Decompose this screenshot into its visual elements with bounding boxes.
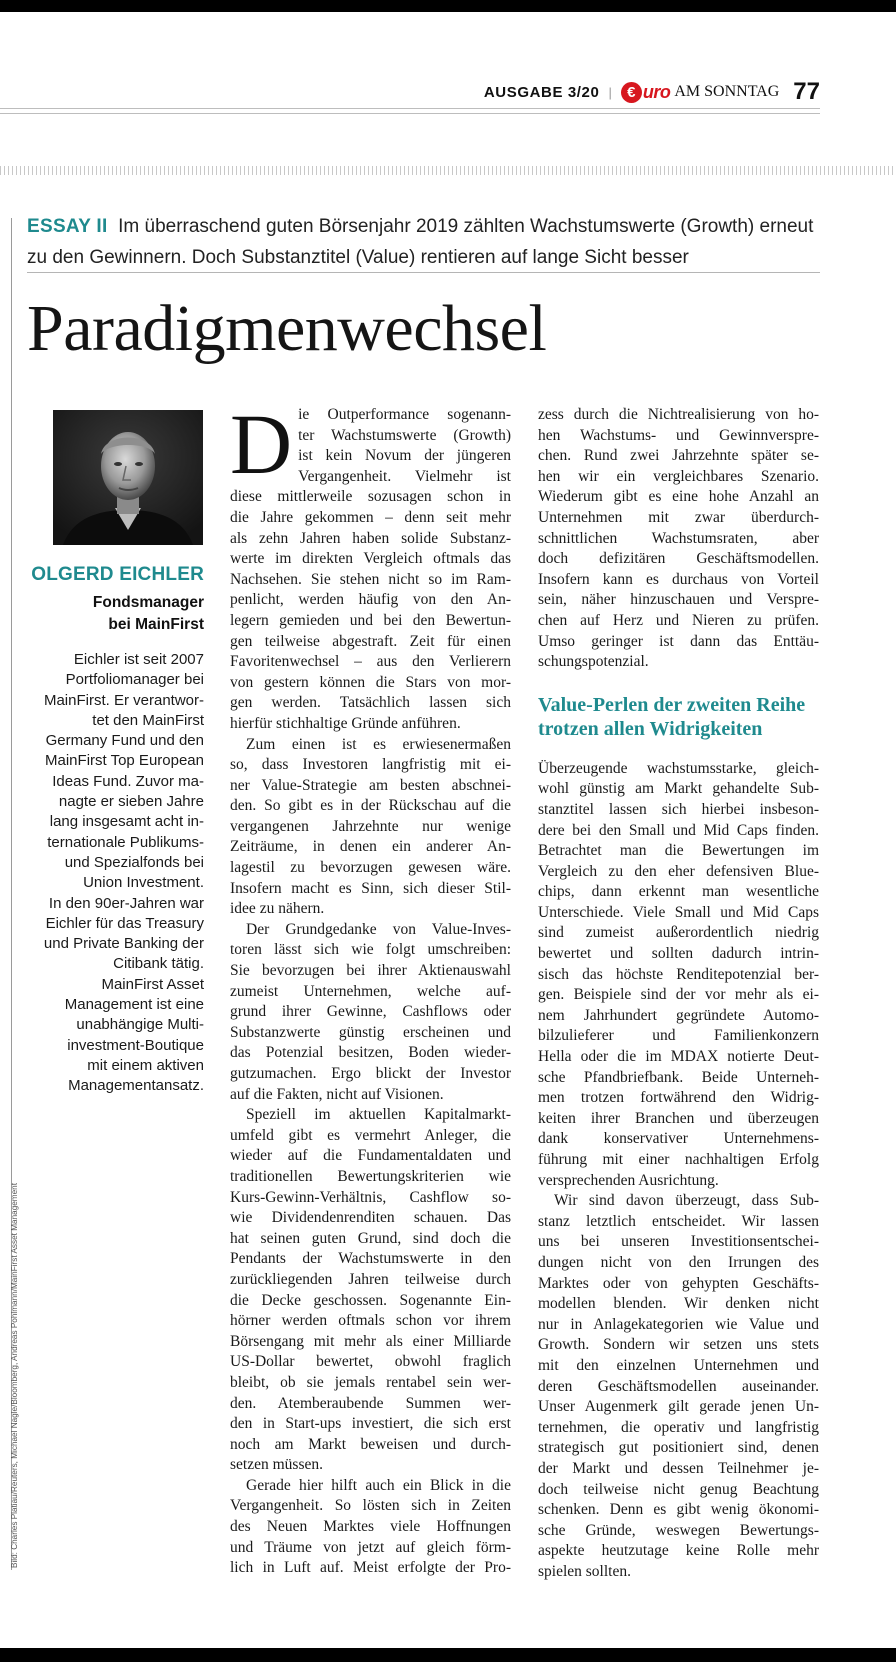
bio-line: Union Investment.: [83, 874, 204, 892]
kicker-text: Im überraschend guten Börsenjahr 2019 zählten Wachstumswerte (Growth) erneut zu den Gewinnern. Doch Substanztitel (Value) rentieren auf lange Sicht besser: [27, 216, 814, 268]
drop-cap: D: [230, 396, 293, 492]
body-line: Gerade hier hilft auch ein Blick in die: [246, 1476, 511, 1494]
body-line: hen wir ein vergleichbares Szenario.: [538, 467, 819, 485]
bio-line: In den 90er-Jahren war: [48, 894, 204, 912]
author-role: [20, 592, 204, 636]
bio-line: Managementansatz.: [68, 1077, 204, 1095]
body-line: nur in Anlagekategorien wie Value und: [538, 1315, 819, 1333]
body-line: gutzumachen. Ergo blickt der Investor: [230, 1065, 511, 1082]
body-line: die Jahre gekommen – denn seit mehr: [230, 508, 511, 526]
body-line: sein, näher hinzuschauen und Verspre-: [538, 591, 819, 609]
tick-border: [0, 166, 896, 175]
body-line: toren lässt sich wie folgt umschreiben:: [230, 941, 511, 959]
body-line: führung mit einer nachhaltigen Erfolg: [538, 1151, 819, 1168]
body-line: Überzeugende wachstumsstarke, gleich-: [538, 759, 819, 777]
body-line: als zehn Jahren haben solide Substanz-: [230, 529, 511, 547]
body-line: aspekte heutzutage keine Rolle mehr: [538, 1542, 819, 1560]
bio-line: MainFirst. Er verantwor-: [43, 691, 204, 709]
body-line: Sie bevorzugen bei ihrer Aktienauswahl: [230, 962, 511, 980]
body-line: hierfür stichhaltige Gründe anführen.: [230, 714, 461, 732]
body-line: auf die Fakten, nicht auf Visionen.: [230, 1085, 444, 1103]
bio-line: und Private Banking der: [43, 935, 204, 953]
body-line: Favoritenwechsel – aus den Verlierern: [230, 653, 511, 671]
author-role-line: bei MainFirst: [108, 616, 204, 633]
body-line: Speziell im aktuellen Kapitalmarkt-: [246, 1106, 511, 1124]
portrait-image: [53, 410, 203, 545]
bio-line: unabhängige Multi-: [76, 1016, 204, 1034]
author-name: OLGERD EICHLER: [31, 564, 204, 585]
body-line: Growth. Sondern wir setzen uns stets: [538, 1336, 819, 1354]
body-line: sisch das höchste Renditepotenzial ber-: [538, 965, 819, 983]
body-line: ternehmen, die operativ und langfristig: [538, 1418, 819, 1436]
body-line: Substanzwerte günstig erscheinen und: [230, 1023, 511, 1041]
article-column-2: [538, 405, 819, 1582]
body-line: schungspotenzial.: [538, 653, 649, 671]
body-line: nem Jahrhundert gegründete Automo-: [538, 1006, 819, 1024]
body-line: zurückliegenden Jahren teilweise durch: [230, 1270, 511, 1288]
body-line: dank konservativer Unternehmens-: [538, 1130, 819, 1148]
body-line: den. So gibt es in der Rückschau auf die: [230, 797, 511, 815]
bio-line: ternationale Publikums-: [47, 833, 204, 851]
bio-line: Eichler für das Treasury: [45, 914, 204, 932]
body-line: Insofern macht es Sinn, sich dieser Stil-: [230, 879, 511, 897]
top-black-bar: [0, 0, 896, 12]
body-line: von gestern können die Stars von mor-: [230, 673, 511, 691]
body-line: bilzulieferer und Familienkonzern: [538, 1027, 819, 1045]
body-line: Marktes oder von gehypten Geschäfts-: [538, 1274, 819, 1292]
body-line: Betrachtet man die Bewertungen im: [538, 842, 819, 860]
article-column-1: [230, 396, 511, 1579]
body-line: Zum einen ist es erwiesenermaßen: [246, 735, 511, 753]
body-line: Wiederum gibt es eine hohe Anzahl an: [538, 488, 819, 506]
author-bio: [20, 650, 204, 1097]
body-line: bewertet und sollten dadurch intrin-: [538, 945, 819, 963]
body-line: hat seinen guten Grund, sind doch die: [230, 1229, 511, 1247]
body-line: chips, dann erkennt man wesentliche: [538, 883, 819, 901]
body-line: Hella oder die im MDAX notierte Deut-: [538, 1048, 819, 1066]
body-line: Vergleich zu den eher defensiven Blue-: [538, 862, 819, 880]
body-line: die Decke geschossen. Sogenannte Ein-: [230, 1291, 511, 1309]
body-line: strategisch gut positioniert sind, denen: [538, 1439, 819, 1457]
header-rule: [0, 113, 820, 114]
page-title: Paradigmenwechsel: [27, 292, 547, 365]
body-line: Unternehmen mit zwar überdurch-: [538, 508, 819, 526]
author-portrait: [53, 410, 203, 545]
body-line: ist kein Novum der jüngeren: [298, 447, 511, 465]
column-1-body: [230, 487, 511, 1578]
body-line: spielen sollten.: [538, 1562, 631, 1580]
author-role-line: Fondsmanager: [92, 594, 204, 611]
body-line: ner Value-Strategie am besten abschnei-: [230, 776, 511, 794]
logo-word: uro: [642, 81, 671, 102]
bio-line: Ideas Fund. Zuvor ma-: [52, 772, 204, 790]
body-line: wie Dividendenrenditen schauen. Das: [230, 1209, 511, 1227]
body-line: Nachsehen. Sie stehen nicht so im Ram-: [230, 570, 511, 588]
bio-line: und Spezialfonds bei: [64, 853, 204, 871]
body-line: US-Dollar bewertet, obwohl fraglich: [230, 1353, 511, 1371]
body-line: Unser Augenmerk gilt gerade jenen Un-: [538, 1398, 819, 1416]
body-line: Umso geringer ist dann das Enttäu-: [538, 632, 819, 650]
body-line: Börsengang mit mehr als einer Milliarde: [230, 1332, 511, 1350]
bottom-black-bar: [0, 1648, 896, 1662]
logo-suffix: AM SONNTAG: [674, 83, 780, 100]
body-line: den in Start-ups investiert, die sich erst: [230, 1415, 511, 1433]
body-line: zumeist Unternehmen, welche auf-: [230, 982, 511, 1000]
body-line: legern gemieden und bei den Bewertun-: [230, 611, 511, 629]
kicker-tag: ESSAY II: [27, 216, 108, 237]
column-2-bottom: [538, 759, 819, 1583]
body-line: versprechenden Ausrichtung.: [538, 1171, 719, 1189]
body-line: des Neuen Marktes viele Hoffnungen: [230, 1518, 511, 1536]
masthead: [484, 78, 820, 106]
bio-line: mit einem aktiven: [87, 1056, 204, 1074]
body-line: traditionellen Bewertungskriterien wie: [230, 1167, 511, 1185]
bio-line: lang insgesamt acht in-: [49, 813, 204, 831]
body-line: penlicht, werden häufig von den An-: [230, 591, 511, 609]
body-line: stanz letztlich entscheidet. Wir lassen: [538, 1212, 819, 1230]
body-line: doch defizitären Geschäftsmodellen.: [538, 550, 819, 568]
euro-logo-icon: €: [621, 82, 642, 103]
bio-line: MainFirst Top European: [45, 752, 204, 770]
body-line: gen werden. Tatsächlich lassen sich: [230, 694, 511, 712]
body-line: dungen nicht von den Irrungen des: [538, 1253, 819, 1271]
body-line: diese mittlerweile sozusagen schon in: [230, 488, 511, 506]
body-line: doch teilweise nicht genug Beachtung: [538, 1480, 819, 1498]
header-rule: [0, 108, 820, 109]
body-line: ter Wachstumswerte (Growth): [298, 426, 511, 444]
subhead-line: trotzen allen Widrigkeiten: [538, 717, 763, 740]
bio-line: investment-Boutique: [67, 1036, 204, 1054]
body-line: sche Pfandbriefbank. Beide Unterneh-: [538, 1068, 819, 1086]
body-line: den. Atemberaubende Summen wer-: [230, 1394, 511, 1412]
bio-line: Portfoliomanager bei: [65, 671, 204, 689]
issue-label: AUSGABE 3/20: [483, 83, 600, 101]
body-line: Der Grundgedanke von Value-Inves-: [246, 920, 511, 938]
body-line: chen auf Herz und Nieren zu prüfen.: [538, 611, 819, 629]
body-line: sche Gründe, weswegen Bewertungs-: [538, 1521, 819, 1539]
section-subhead: [538, 693, 819, 741]
body-line: werte im direkten Vergleich oftmals das: [230, 550, 511, 568]
masthead-separator: |: [608, 84, 612, 100]
body-line: schenken. Denn es gibt wenig ökonomi-: [538, 1501, 819, 1519]
body-line: Vergangenheit. So lösten sich in Zeiten: [230, 1497, 511, 1515]
body-line: keiten ihrer Branchen und überzeugen: [538, 1109, 819, 1127]
body-line: deren Geschäftsmodellen auseinander.: [538, 1377, 819, 1395]
bio-line: Eichler ist seit 2007: [73, 651, 204, 668]
body-line: stanztitel lassen sich hierbei insbeson-: [538, 800, 819, 818]
body-line: Zeiträume, in denen ein anderer An-: [230, 838, 511, 856]
body-line: Wir sind davon überzeugt, dass Sub-: [554, 1192, 819, 1210]
body-line: sind zumeist außerordentlich niedrig: [538, 924, 819, 942]
body-line: idee zu nähern.: [230, 900, 325, 918]
body-line: ie Outperformance sogenann-: [298, 406, 511, 423]
body-line: umfeld gibt es vermehrt Anleger, die: [230, 1126, 511, 1144]
body-line: so, dass Investoren langfristig mit ei-: [230, 756, 511, 774]
bio-line: Germany Fund und den: [45, 732, 204, 750]
body-line: lagestil zu bevorzugen gewesen wäre.: [230, 859, 511, 877]
body-line: und Träume von jetzt auf gleich förm-: [230, 1538, 511, 1556]
bio-line: tet den MainFirst: [92, 711, 204, 729]
bio-line: nagte er sieben Jahre: [58, 793, 204, 811]
body-line: Kurs-Gewinn-Verhältnis, Cashflow so-: [230, 1188, 511, 1206]
body-line: Unterschiede. Viele Small und Mid Caps: [538, 903, 819, 921]
body-line: wieder auf die Fundamentaldaten und: [230, 1147, 511, 1165]
kicker-rule: [27, 272, 820, 273]
bio-line: MainFirst Asset: [101, 975, 204, 993]
body-line: bleibt, ob sie jemals rentabel sein wer-: [230, 1373, 511, 1391]
body-line: das Potenzial besitzen, Boden wieder-: [230, 1044, 511, 1062]
body-line: grund ihrer Gewinne, Cashflows oder: [230, 1003, 511, 1021]
page-number: 77: [793, 78, 820, 105]
body-line: gen teilweise abgestraft. Zeit für einen: [230, 632, 511, 650]
body-line: Vergangenheit. Vielmehr ist: [298, 467, 511, 485]
body-line: hörner werden oftmals schon vor ihrem: [230, 1312, 511, 1330]
body-line: uns bei unseren Investitionsentschei-: [538, 1233, 819, 1251]
body-line: hen Wachstums- und Gewinnverspre-: [538, 426, 819, 444]
body-line: mit den einzelnen Unternehmen und: [538, 1356, 819, 1374]
kicker: [27, 211, 827, 273]
body-line: gen. Beispiele sind der vor mehr als ei-: [538, 986, 819, 1004]
body-line: Insofern kann es durchaus von Vorteil: [538, 570, 819, 588]
body-line: schnittlichen Wachstumsraten, aber: [538, 529, 819, 547]
body-line: der Markt und dessen Teilnehmer je-: [538, 1459, 819, 1477]
bio-line: Management ist eine: [64, 996, 204, 1014]
body-line: Pendants der Wachstumswerte in den: [230, 1250, 511, 1268]
body-line: vergangenen Jahrzehnte nur wenige: [230, 817, 511, 835]
bio-line: Citibank tätig.: [113, 955, 204, 973]
body-line: wohl günstig am Markt gehandelte Sub-: [538, 780, 819, 798]
body-line: setzen müssen.: [230, 1456, 323, 1474]
body-line: noch am Markt beweisen und durch-: [230, 1435, 511, 1453]
body-line: zess durch die Nichtrealisierung von ho-: [538, 406, 819, 423]
body-line: dere bei den Small und Mid Caps finden.: [538, 821, 819, 839]
photo-credit: Bild: Charles Platiau/Reuters, Michael Nagle/Bloomberg, Andreas Pohlmann/MainFirst Asset Management: [10, 1183, 19, 1568]
subhead-line: Value-Perlen der zweiten Reihe: [538, 693, 806, 716]
body-line: chen. Rund zwei Jahrzehnte später se-: [538, 447, 819, 465]
body-line: modellen blenden. Wir denken nicht: [538, 1295, 819, 1313]
column-2-top: [538, 405, 819, 673]
body-line: lich in Luft auf. Meist erfolgte der Pro-: [230, 1559, 511, 1577]
body-line: men trotzen fortwährend den Widrig-: [538, 1089, 819, 1107]
